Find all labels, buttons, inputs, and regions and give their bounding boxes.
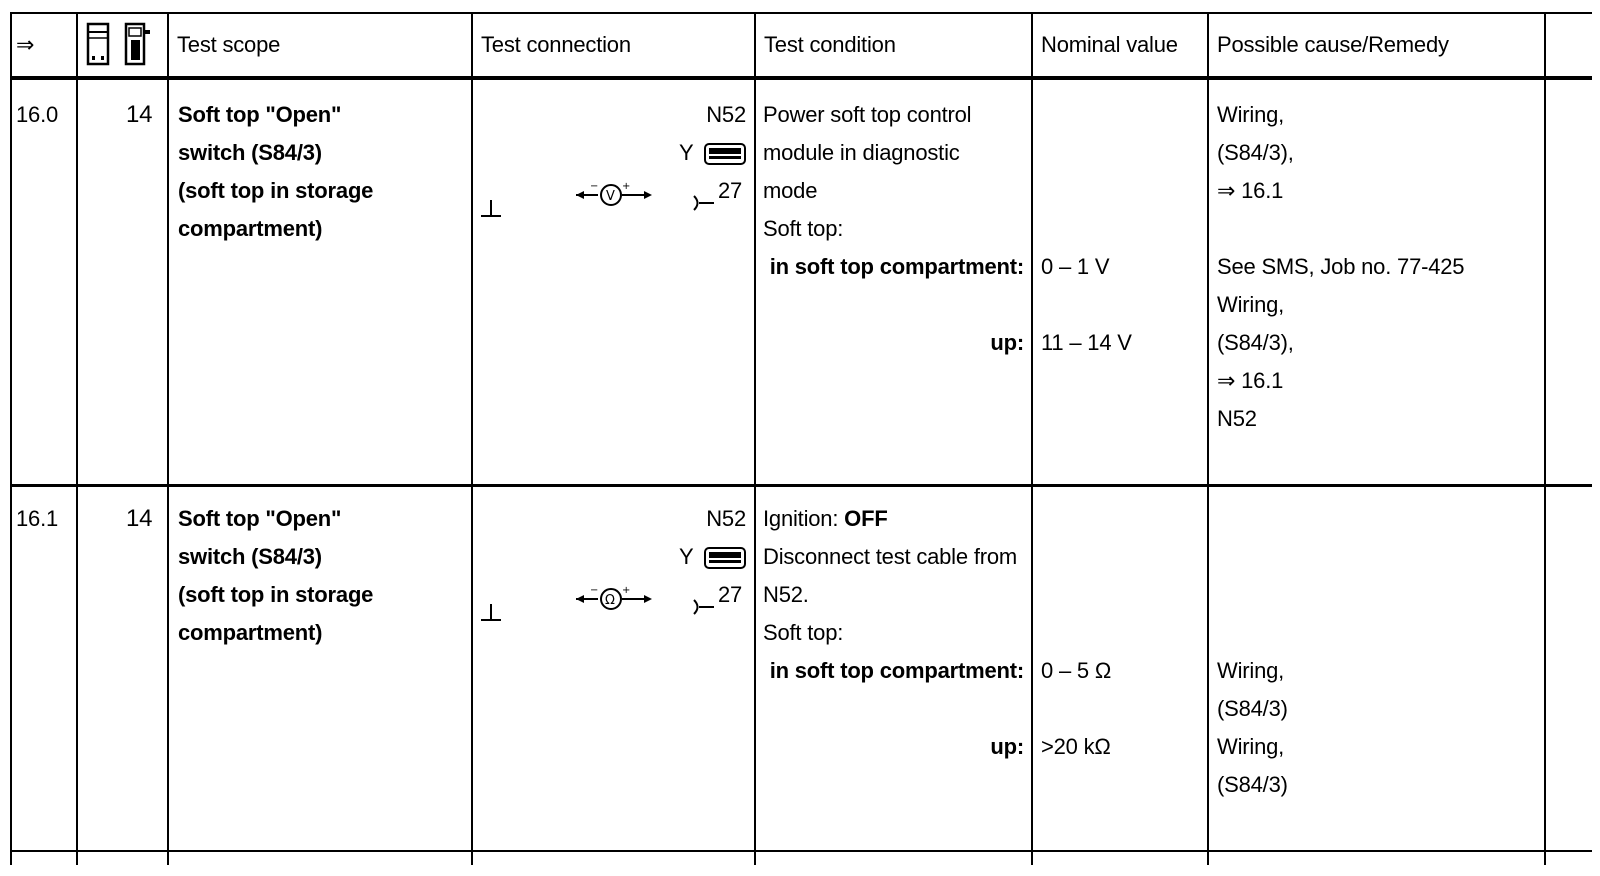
step-number: 16.0: [16, 102, 59, 127]
connector-label: Y: [679, 544, 694, 569]
svg-text:+: +: [622, 585, 631, 596]
col-divider-5: [1031, 12, 1033, 865]
condition-line: module in diagnostic: [763, 140, 960, 165]
condition-state: in soft top compartment:: [769, 658, 1024, 683]
scope-line: Soft top "Open": [178, 506, 342, 531]
module-label: N52: [706, 506, 746, 531]
tester-unit: 14: [126, 505, 153, 532]
ignition-value: OFF: [844, 506, 888, 531]
col-divider-1: [76, 12, 78, 865]
table-border-left: [10, 12, 12, 865]
pin-number: 27: [718, 582, 743, 607]
tester-unit: 14: [126, 101, 153, 128]
col-divider-3: [471, 12, 473, 865]
condition-state: in soft top compartment:: [769, 254, 1024, 279]
scope-line: (soft top in storage: [178, 178, 374, 203]
remedy-line: (S84/3): [1217, 772, 1288, 797]
remedy-line: Wiring,: [1217, 292, 1285, 317]
remedy-line: N52: [1217, 406, 1257, 431]
module-label: N52: [706, 102, 746, 127]
remedy-line: (S84/3),: [1217, 330, 1294, 355]
svg-text:−: −: [590, 585, 599, 596]
meter-symbol: V: [606, 189, 615, 204]
scope-line: switch (S84/3): [178, 544, 322, 569]
pin-number: 27: [718, 178, 743, 203]
condition-line: Soft top:: [763, 216, 844, 241]
condition-line: Soft top:: [763, 620, 844, 645]
svg-text:−: −: [590, 181, 599, 192]
header-test-connection: Test connection: [481, 32, 631, 57]
remedy-line: (S84/3),: [1217, 140, 1294, 165]
header-test-scope: Test scope: [177, 32, 281, 57]
condition-state: up:: [990, 734, 1024, 759]
condition-ignition: [763, 500, 888, 538]
row-divider: [10, 484, 1592, 487]
condition-line: N52.: [763, 582, 809, 607]
tester-icon: [86, 22, 156, 73]
condition-state: up:: [990, 330, 1024, 355]
scope-line: Soft top "Open": [178, 102, 342, 127]
header-divider: [10, 76, 1592, 80]
step-number: 16.1: [16, 506, 59, 531]
col-divider-4: [754, 12, 756, 865]
table-border-right: [1544, 12, 1546, 865]
header-possible-cause: Possible cause/Remedy: [1217, 32, 1449, 57]
condition-line: mode: [763, 178, 818, 203]
header-arrow: ⇒: [16, 32, 35, 57]
condition-line: Power soft top control: [763, 102, 972, 127]
connector-label: Y: [679, 140, 694, 165]
nominal-value: >20 kΩ: [1041, 734, 1111, 759]
col-divider-6: [1207, 12, 1209, 865]
meter-symbol: Ω: [605, 593, 615, 608]
remedy-line: ⇒ 16.1: [1217, 368, 1284, 393]
remedy-line: Wiring,: [1217, 102, 1285, 127]
nominal-value: 0 – 5 Ω: [1041, 658, 1112, 683]
remedy-line: Wiring,: [1217, 658, 1285, 683]
remedy-line: Wiring,: [1217, 734, 1285, 759]
remedy-line: ⇒ 16.1: [1217, 178, 1284, 203]
svg-text:+: +: [622, 181, 631, 192]
header-test-condition: Test condition: [764, 32, 896, 57]
table-border-bottom: [10, 850, 1592, 852]
scope-line: compartment): [178, 216, 323, 241]
header-nominal-value: Nominal value: [1041, 32, 1178, 57]
remedy-line: (S84/3): [1217, 696, 1288, 721]
scope-line: (soft top in storage: [178, 582, 374, 607]
table-border-top: [10, 12, 1592, 14]
scope-line: compartment): [178, 620, 323, 645]
remedy-line: See SMS, Job no. 77-425: [1217, 254, 1465, 279]
scope-line: switch (S84/3): [178, 140, 322, 165]
ignition-label: Ignition:: [763, 506, 845, 531]
col-divider-2: [167, 12, 169, 865]
nominal-value: 11 – 14 V: [1041, 330, 1132, 355]
test-table: [10, 12, 1592, 865]
nominal-value: 0 – 1 V: [1041, 254, 1110, 279]
condition-line: Disconnect test cable from: [763, 544, 1018, 569]
